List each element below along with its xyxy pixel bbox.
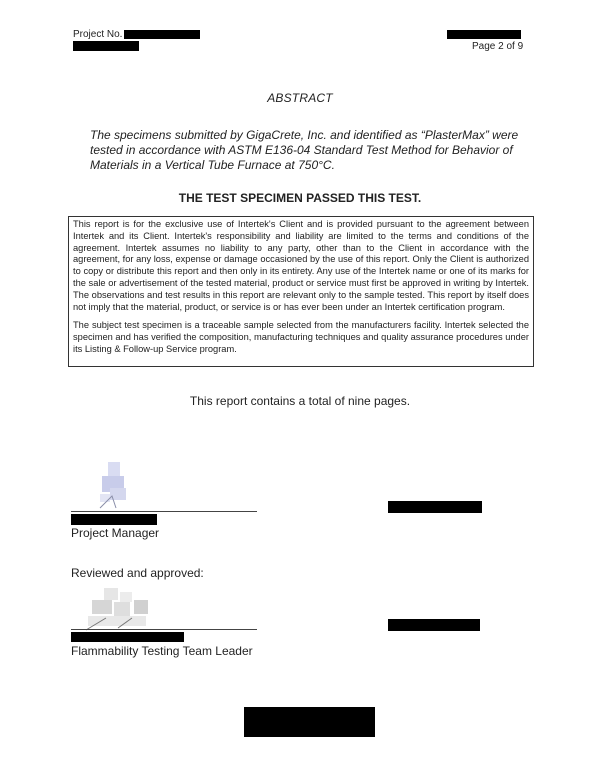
signer-role-1: Project Manager [71,526,160,540]
signature-line-1 [71,511,257,512]
disclaimer-paragraph-2: The subject test specimen is a traceable sample selected from the manufacturers facility. Intertek selected the specimen and has verified the composition, manufacturing techniques and quality assurance procedures under its Listing & Follow-up Service program. [73,320,529,354]
header-redaction-left [73,41,139,51]
test-result: THE TEST SPECIMEN PASSED THIS TEST. [178,191,422,205]
project-number-redaction [124,30,200,39]
abstract-intro: The specimens submitted by GigaCrete, Inc. and identified as “PlasterMax” were tested in accordance with ASTM E136-04 Standard Test Method for Behavior of Materials in a Vertical Tube Furnace at 750°C. [90,128,519,172]
page-number: Page 2 of 9 [472,41,524,52]
signature-date-redaction-2 [388,619,480,631]
project-number-label: Project No. [73,29,123,40]
signer-name-redaction-2 [71,632,184,642]
footer-redaction [244,707,375,737]
total-pages-note: This report contains a total of nine pages. [189,394,411,408]
signer-name-redaction-1 [71,514,157,525]
disclaimer-box [68,216,534,367]
reviewed-approved-label: Reviewed and approved: [71,566,204,580]
signature-image-1 [98,462,138,512]
signer-role-2: Flammability Testing Team Leader [71,644,253,658]
signature-image-2 [84,588,164,632]
signature-date-redaction-1 [388,501,482,513]
abstract-title: ABSTRACT [267,91,333,105]
disclaimer-paragraph-1: This report is for the exclusive use of Intertek's Client and is provided pursuant to the agreement between Intertek and its Client. Intertek's responsibility and liability are limited to the terms and conditions of the agreement. Intertek assumes no liability to any party, other than to the Client in accordance with the agreement, for any loss, expense or damage occasioned by the use of this report. Only the Client is authorized to copy or distribute this report and then only in its entirety. Any use of the Intertek name or one of its marks for the sale or advertisement of the tested material, product or service must first be approved in writing by Intertek. The observations and test results in this report are relevant only to the sample tested. This report by itself does not imply that the material, product, or service is or has ever been under an Intertek certification program. [73,219,529,312]
signature-line-2 [71,629,257,630]
header-redaction-right [447,30,521,39]
